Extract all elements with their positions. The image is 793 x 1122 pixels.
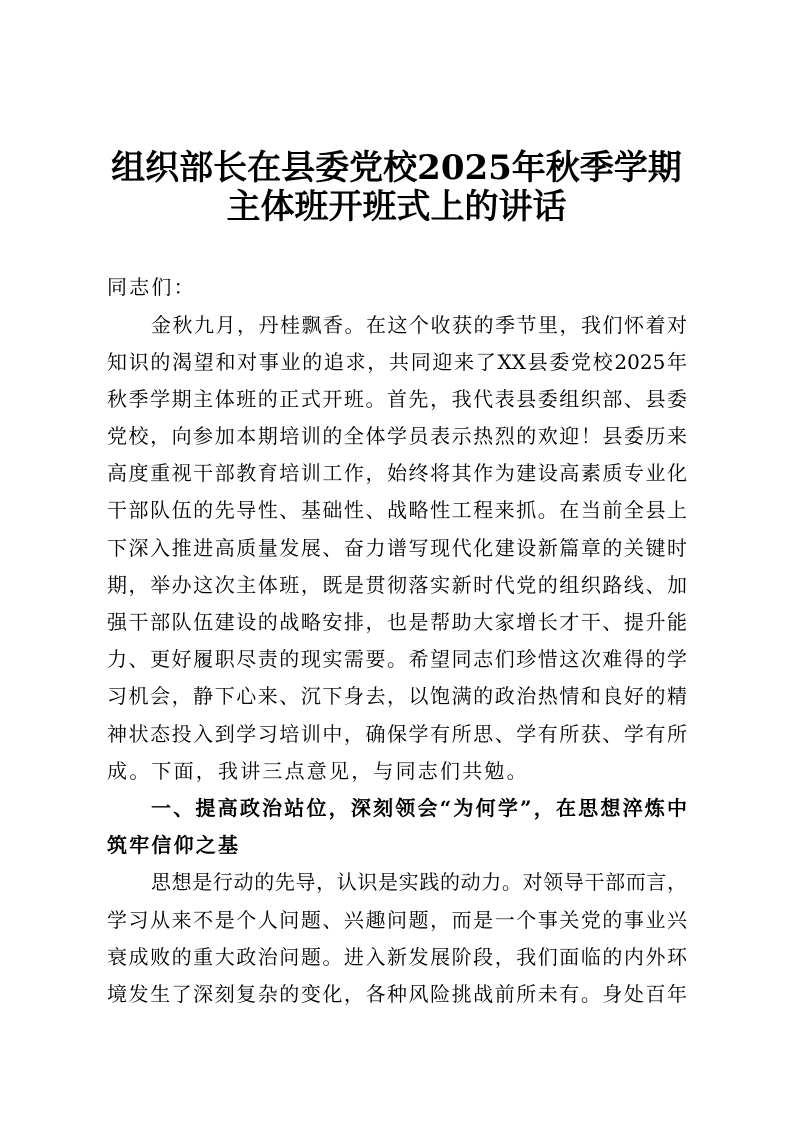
paragraph-line: 神状态投入到学习培训中，确保学有所思、学有所获、学有所 xyxy=(107,722,687,746)
paragraph-line: 秋季学期主体班的正式开班。首先，我代表县委组织部、县委 xyxy=(107,387,687,411)
paragraph-line: 成。下面，我讲三点意见，与同志们共勉。 xyxy=(107,759,529,783)
paragraph-line: 力、更好履职尽责的现实需要。希望同志们珍惜这次难得的学 xyxy=(107,647,687,671)
salutation: 同志们： xyxy=(107,275,196,299)
paragraph-line: 境发生了深刻复杂的变化，各种风险挑战前所未有。身处百年 xyxy=(107,982,687,1006)
paragraph-line: 金秋九月，丹桂飘香。在这个收获的季节里，我们怀着对 xyxy=(151,313,687,337)
paragraph-line: 干部队伍的先导性、基础性、战略性工程来抓。在当前全县上 xyxy=(107,498,687,522)
document-title-line-2: 主体班开班式上的讲话 xyxy=(226,187,567,227)
paragraph-line: 下深入推进高质量发展、奋力谱写现代化建设新篇章的关键时 xyxy=(107,536,687,560)
paragraph-line: 期，举办这次主体班，既是贯彻落实新时代党的组织路线、加 xyxy=(107,573,687,597)
section-heading-line: 筑牢信仰之基 xyxy=(107,833,241,857)
section-heading-line: 一、提高政治站位，深刻领会“为何学”，在思想淬炼中 xyxy=(151,796,687,820)
paragraph-line: 高度重视干部教育培训工作，始终将其作为建设高素质专业化 xyxy=(107,461,687,485)
document-title-line-1: 组织部长在县委党校2025年秋季学期 xyxy=(111,148,682,188)
paragraph-line: 知识的渴望和对事业的追求，共同迎来了XX县委党校2025年 xyxy=(107,350,687,374)
paragraph-line: 习机会，静下心来、沉下身去，以饱满的政治热情和良好的精 xyxy=(107,684,687,708)
paragraph-line: 强干部队伍建设的战略安排，也是帮助大家增长才干、提升能 xyxy=(107,610,687,634)
paragraph-line: 衰成败的重大政治问题。进入新发展阶段，我们面临的内外环 xyxy=(107,945,687,969)
paragraph-line: 学习从来不是个人问题、兴趣问题，而是一个事关党的事业兴 xyxy=(107,908,687,932)
paragraph-line: 党校，向参加本期培训的全体学员表示热烈的欢迎！县委历来 xyxy=(107,424,687,448)
paragraph-line: 思想是行动的先导，认识是实践的动力。对领导干部而言， xyxy=(151,870,687,894)
